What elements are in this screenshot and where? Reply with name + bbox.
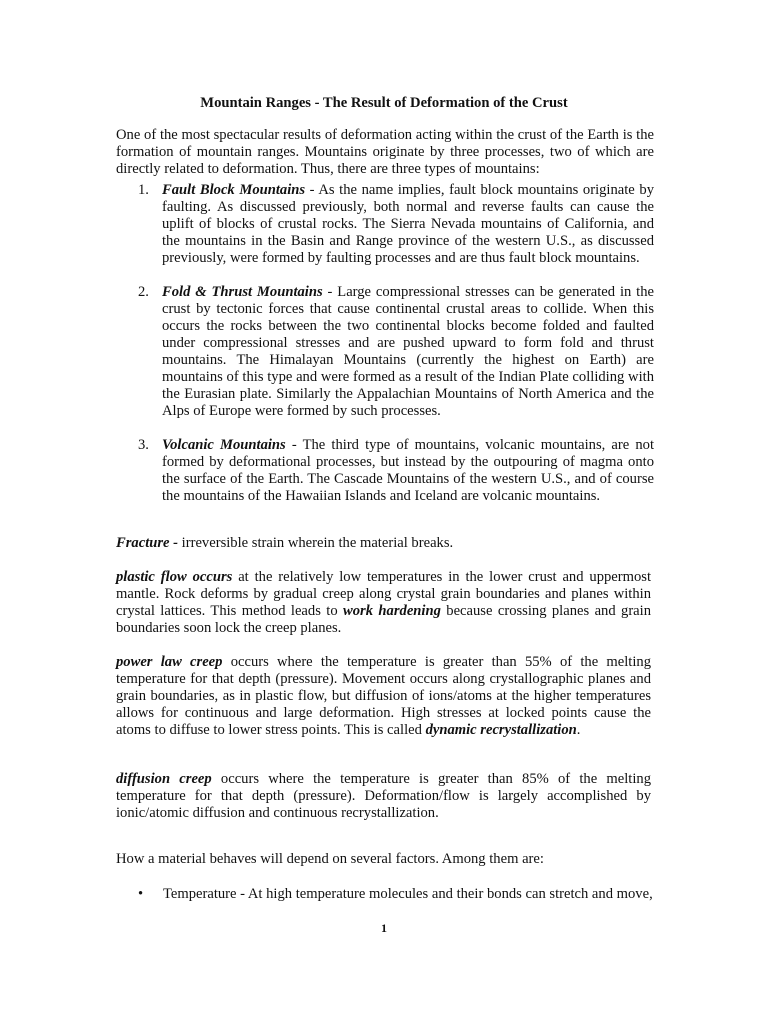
- work-hardening-term: work hardening: [343, 603, 441, 619]
- plastic-flow-text-end: because crossing planes and grain boundaries soon lock the creep planes.: [116, 603, 652, 636]
- page-number: 1: [381, 921, 387, 935]
- diffusion-creep-term: diffusion creep: [116, 771, 212, 787]
- list-item: [116, 437, 654, 505]
- bullet-icon: •: [138, 886, 144, 902]
- dynamic-recrystallization-term: dynamic recrystallization: [425, 722, 577, 738]
- list-number: 2.: [138, 284, 149, 300]
- list-number: 3.: [138, 437, 149, 453]
- plastic-flow-text: at the relatively low temperatures in the lower crust and uppermost mantle. Rock deforms by gradual creep along crystal grain boundaries and planes within crystal lattices. This method leads to: [116, 569, 652, 619]
- power-law-creep-text-end: .: [576, 722, 581, 738]
- diffusion-creep-paragraph: [116, 771, 651, 822]
- page-title: Mountain Ranges - The Result of Deformation of the Crust: [200, 95, 568, 111]
- factor-text: Temperature - At high temperature molecules and their bonds can stretch and move,: [163, 886, 653, 902]
- fracture-term: Fracture -: [116, 535, 179, 551]
- intro-paragraph: One of the most spectacular results of deformation acting within the crust of the Earth is the formation of mountain ranges. Mountains originate by three processes, two of which are directly related to deformation. Thus, there are three types of mountains:: [116, 127, 654, 177]
- factors-intro-paragraph: How a material behaves will depend on several factors. Among them are:: [116, 851, 544, 867]
- list-number: 1.: [138, 182, 149, 198]
- list-text: - As the name implies, fault block mountains originate by faulting. As discussed previously, both normal and reverse faults can cause the uplift of blocks of crustal rocks. The Sierra Nevada mountains of California, and the mountains in the Basin and Range province of the western U.S., as discussed previously, were formed by faulting processes and are thus fault block mountains.: [162, 182, 654, 266]
- plastic-flow-paragraph: [116, 569, 651, 637]
- list-text: - The third type of mountains, volcanic mountains, are not formed by deformational processes, but instead by the outpouring of magma onto the surface of the Earth. The Cascade Mountains of the western U.S., and of course the mountains of the Hawaiian Islands and Iceland are volcanic mountains.: [162, 437, 654, 504]
- fracture-paragraph: [116, 535, 654, 552]
- diffusion-creep-text: occurs where the temperature is greater than 85% of the melting temperature for that depth (pressure). Deformation/flow is largely accomplished by ionic/atomic diffusion and continuous recrystallization.: [116, 771, 651, 821]
- mountain-types-list: [116, 182, 654, 522]
- list-term: Fold & Thrust Mountains: [162, 284, 323, 300]
- power-law-creep-paragraph: [116, 654, 651, 739]
- list-item: [116, 182, 654, 267]
- list-term: Volcanic Mountains: [162, 437, 286, 453]
- power-law-creep-term: power law creep: [116, 654, 223, 670]
- plastic-flow-term: plastic flow occurs: [116, 569, 233, 585]
- list-term: Fault Block Mountains: [162, 182, 306, 198]
- list-item: [116, 886, 676, 903]
- fracture-text: irreversible strain wherein the material breaks.: [178, 535, 454, 551]
- power-law-creep-text: occurs where the temperature is greater than 55% of the melting temperature for that depth (pressure). Movement occurs along crystallographic planes and grain boundaries, as in plastic flow, but diffusion of ions/atoms at the higher temperatures allows for continuous and large deformation. High stresses at locked points cause the atoms to diffuse to lower stress points. This is called: [116, 654, 651, 738]
- list-item: [116, 284, 654, 420]
- factors-list: [116, 886, 676, 903]
- list-text: - Large compressional stresses can be generated in the crust by tectonic forces that cause continental crustal areas to collide. When this occurs the rocks between the two continental blocks become folded and faulted under compressional stresses and are pushed upward to form fold and thrust mountains. The Himalayan Mountains (currently the highest on Earth) are mountains of this type and were formed as a result of the Indian Plate colliding with the Eurasian plate. Similarly the Appalachian Mountains of North America and the Alps of Europe were formed by such processes.: [162, 284, 655, 419]
